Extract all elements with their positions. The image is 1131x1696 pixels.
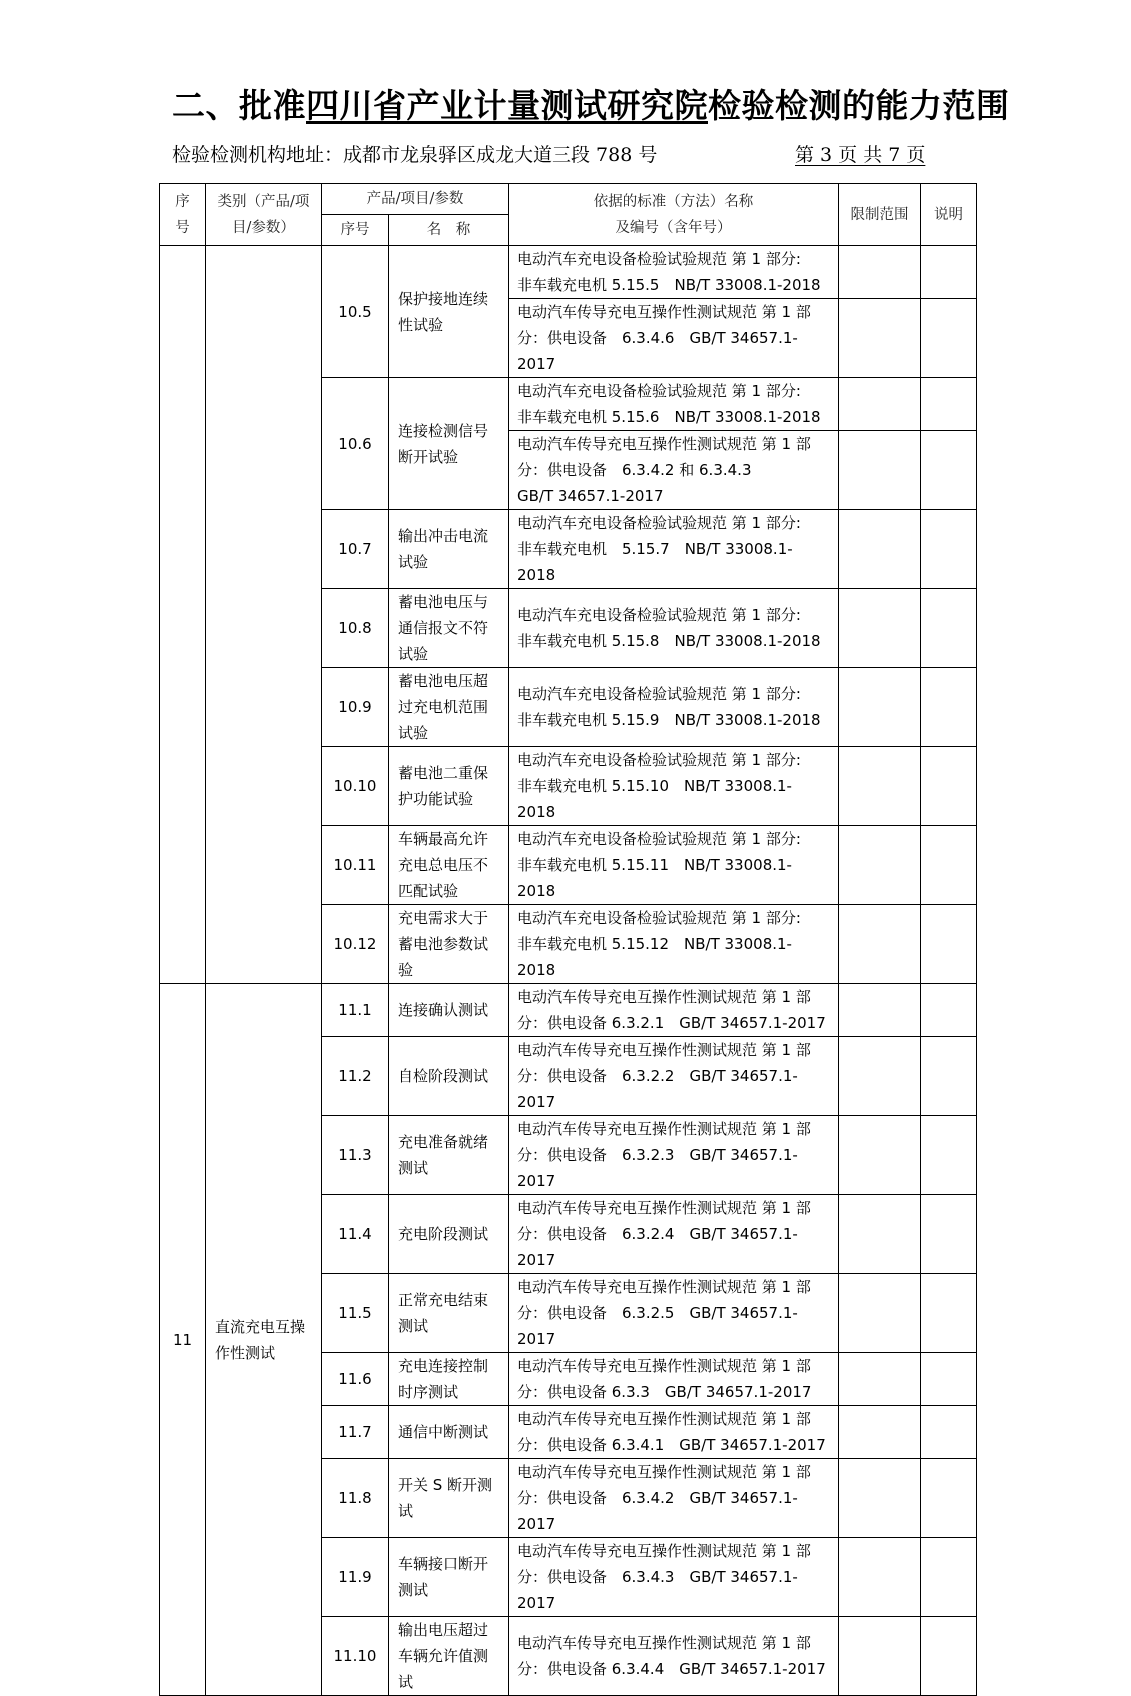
standard-cell: 电动汽车充电设备检验试验规范 第 1 部分: 非车载充电机 5.15.12 NB/T 33008.1-2018 — [509, 905, 839, 984]
item-name-cell: 蓄电池电压与 通信报文不符 试验 — [389, 589, 509, 668]
note-cell — [921, 1037, 977, 1116]
title-organization: 四川省产业计量测试研究院 — [306, 86, 708, 125]
limit-cell — [839, 299, 921, 378]
note-cell — [921, 747, 977, 826]
note-cell — [921, 1617, 977, 1696]
header-seq: 序 号 — [160, 184, 206, 246]
item-name-cell: 输出电压超过 车辆允许值测 试 — [389, 1617, 509, 1696]
group-category-cell — [206, 246, 322, 984]
note-cell — [921, 905, 977, 984]
limit-cell — [839, 589, 921, 668]
standard-cell: 电动汽车充电设备检验试验规范 第 1 部分: 非车载充电机 5.15.7 NB/T 33008.1-2018 — [509, 510, 839, 589]
page-title — [172, 80, 1072, 127]
item-name-cell: 充电准备就绪 测试 — [389, 1116, 509, 1195]
item-number-cell: 11.6 — [322, 1353, 389, 1406]
standard-cell: 电动汽车传导充电互操作性测试规范 第 1 部 分：供电设备 6.3.4.3 GB/T 34657.1-2017 — [509, 1538, 839, 1617]
header-product-group: 产品/项目/参数 — [322, 184, 509, 215]
capability-table — [159, 183, 977, 1696]
standard-cell: 电动汽车传导充电互操作性测试规范 第 1 部 分：供电设备 6.3.2.1 GB/T 34657.1-2017 — [509, 984, 839, 1037]
item-name-cell: 连接检测信号 断开试验 — [389, 378, 509, 510]
item-name-cell: 车辆最高允许 充电总电压不 匹配试验 — [389, 826, 509, 905]
item-number-cell: 10.10 — [322, 747, 389, 826]
title-suffix: 检验检测的能力范围 — [708, 86, 1010, 125]
item-name-cell: 充电连接控制 时序测试 — [389, 1353, 509, 1406]
header-limit: 限制范围 — [839, 184, 921, 246]
item-number-cell: 11.5 — [322, 1274, 389, 1353]
table-header — [160, 184, 977, 246]
item-number-cell: 10.5 — [322, 246, 389, 378]
item-name-cell: 充电阶段测试 — [389, 1195, 509, 1274]
limit-cell — [839, 1538, 921, 1617]
limit-cell — [839, 984, 921, 1037]
limit-cell — [839, 1406, 921, 1459]
item-number-cell: 10.12 — [322, 905, 389, 984]
note-cell — [921, 1274, 977, 1353]
note-cell — [921, 1116, 977, 1195]
table-row — [160, 246, 977, 299]
standard-cell: 电动汽车充电设备检验试验规范 第 1 部分: 非车载充电机 5.15.5 NB/T 33008.1-2018 — [509, 246, 839, 299]
limit-cell — [839, 1617, 921, 1696]
item-name-cell: 车辆接口断开 测试 — [389, 1538, 509, 1617]
limit-cell — [839, 246, 921, 299]
note-cell — [921, 826, 977, 905]
page-number: 第 3 页 共 7 页 — [795, 144, 926, 166]
item-number-cell: 10.6 — [322, 378, 389, 510]
note-cell — [921, 378, 977, 431]
limit-cell — [839, 431, 921, 510]
standard-cell: 电动汽车传导充电互操作性测试规范 第 1 部 分：供电设备 6.3.2.2 GB/T 34657.1-2017 — [509, 1037, 839, 1116]
standard-cell: 电动汽车充电设备检验试验规范 第 1 部分: 非车载充电机 5.15.11 NB/T 33008.1-2018 — [509, 826, 839, 905]
limit-cell — [839, 1116, 921, 1195]
limit-cell — [839, 1037, 921, 1116]
note-cell — [921, 1459, 977, 1538]
note-cell — [921, 510, 977, 589]
item-name-cell: 连接确认测试 — [389, 984, 509, 1037]
item-number-cell: 10.11 — [322, 826, 389, 905]
limit-cell — [839, 668, 921, 747]
header-note: 说明 — [921, 184, 977, 246]
header-category: 类别（产品/项 目/参数） — [206, 184, 322, 246]
note-cell — [921, 1406, 977, 1459]
group-category-cell: 直流充电互操 作性测试 — [206, 984, 322, 1696]
group-seq-cell: 11 — [160, 984, 206, 1696]
item-number-cell: 10.7 — [322, 510, 389, 589]
note-cell — [921, 1353, 977, 1406]
standard-cell: 电动汽车充电设备检验试验规范 第 1 部分: 非车载充电机 5.15.10 NB/T 33008.1-2018 — [509, 747, 839, 826]
item-name-cell: 蓄电池电压超 过充电机范围 试验 — [389, 668, 509, 747]
title-prefix: 二、批准 — [172, 86, 306, 125]
note-cell — [921, 431, 977, 510]
item-name-cell: 自检阶段测试 — [389, 1037, 509, 1116]
table-row — [160, 984, 977, 1037]
standard-cell: 电动汽车充电设备检验试验规范 第 1 部分: 非车载充电机 5.15.6 NB/T 33008.1-2018 — [509, 378, 839, 431]
item-number-cell: 11.1 — [322, 984, 389, 1037]
item-number-cell: 11.10 — [322, 1617, 389, 1696]
item-number-cell: 10.8 — [322, 589, 389, 668]
standard-cell: 电动汽车传导充电互操作性测试规范 第 1 部 分：供电设备 6.3.4.1 GB/T 34657.1-2017 — [509, 1406, 839, 1459]
standard-cell: 电动汽车传导充电互操作性测试规范 第 1 部 分：供电设备 6.3.4.6 GB/T 34657.1-2017 — [509, 299, 839, 378]
limit-cell — [839, 747, 921, 826]
item-name-cell: 蓄电池二重保 护功能试验 — [389, 747, 509, 826]
limit-cell — [839, 1274, 921, 1353]
item-number-cell: 11.8 — [322, 1459, 389, 1538]
item-name-cell: 通信中断测试 — [389, 1406, 509, 1459]
note-cell — [921, 984, 977, 1037]
note-cell — [921, 1538, 977, 1617]
limit-cell — [839, 1459, 921, 1538]
standard-cell: 电动汽车传导充电互操作性测试规范 第 1 部 分：供电设备 6.3.4.4 GB/T 34657.1-2017 — [509, 1617, 839, 1696]
group-seq-cell — [160, 246, 206, 984]
item-number-cell: 11.3 — [322, 1116, 389, 1195]
item-name-cell: 正常充电结束 测试 — [389, 1274, 509, 1353]
limit-cell — [839, 510, 921, 589]
limit-cell — [839, 826, 921, 905]
standard-cell: 电动汽车传导充电互操作性测试规范 第 1 部 分：供电设备 6.3.2.4 GB/T 34657.1-2017 — [509, 1195, 839, 1274]
note-cell — [921, 1195, 977, 1274]
item-name-cell: 充电需求大于 蓄电池参数试 验 — [389, 905, 509, 984]
item-number-cell: 11.4 — [322, 1195, 389, 1274]
limit-cell — [839, 1195, 921, 1274]
item-number-cell: 11.7 — [322, 1406, 389, 1459]
item-number-cell: 10.9 — [322, 668, 389, 747]
item-name-cell: 开关 S 断开测 试 — [389, 1459, 509, 1538]
standard-cell: 电动汽车传导充电互操作性测试规范 第 1 部 分：供电设备 6.3.4.2 和 6.3.4.3 GB/T 34657.1-2017 — [509, 431, 839, 510]
note-cell — [921, 668, 977, 747]
item-name-cell: 输出冲击电流 试验 — [389, 510, 509, 589]
limit-cell — [839, 905, 921, 984]
limit-cell — [839, 378, 921, 431]
note-cell — [921, 299, 977, 378]
standard-cell: 电动汽车传导充电互操作性测试规范 第 1 部 分：供电设备 6.3.2.3 GB/T 34657.1-2017 — [509, 1116, 839, 1195]
standard-cell: 电动汽车传导充电互操作性测试规范 第 1 部 分：供电设备 6.3.3 GB/T 34657.1-2017 — [509, 1353, 839, 1406]
header-name: 名 称 — [389, 215, 509, 246]
standard-cell: 电动汽车传导充电互操作性测试规范 第 1 部 分：供电设备 6.3.4.2 GB/T 34657.1-2017 — [509, 1459, 839, 1538]
note-cell — [921, 589, 977, 668]
item-name-cell: 保护接地连续 性试验 — [389, 246, 509, 378]
header-sub-seq: 序号 — [322, 215, 389, 246]
item-number-cell: 11.2 — [322, 1037, 389, 1116]
table-body — [160, 246, 977, 1696]
standard-cell: 电动汽车传导充电互操作性测试规范 第 1 部 分：供电设备 6.3.2.5 GB/T 34657.1-2017 — [509, 1274, 839, 1353]
item-number-cell: 11.9 — [322, 1538, 389, 1617]
limit-cell — [839, 1353, 921, 1406]
standard-cell: 电动汽车充电设备检验试验规范 第 1 部分: 非车载充电机 5.15.9 NB/T 33008.1-2018 — [509, 668, 839, 747]
standard-cell: 电动汽车充电设备检验试验规范 第 1 部分: 非车载充电机 5.15.8 NB/T 33008.1-2018 — [509, 589, 839, 668]
note-cell — [921, 246, 977, 299]
header-standard: 依据的标准（方法）名称 及编号（含年号） — [509, 184, 839, 246]
institution-address: 检验检测机构地址：成都市龙泉驿区成龙大道三段 788 号 — [172, 144, 658, 166]
